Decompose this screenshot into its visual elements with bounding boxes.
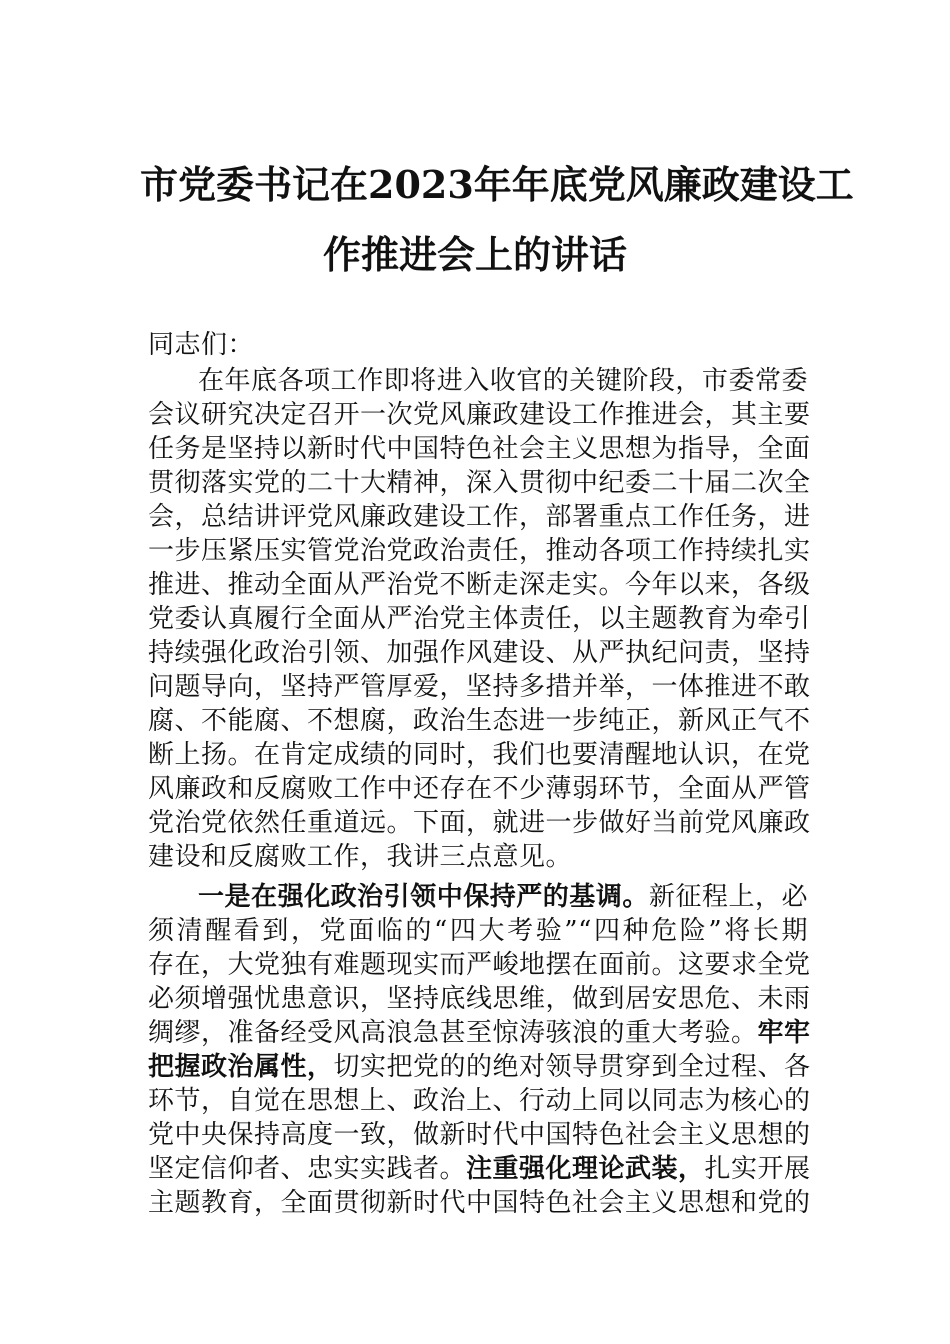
paragraph-line: 贯彻落实党的二十大精神，深入贯彻中纪委二十届二次全	[148, 468, 811, 498]
paragraph-line: 风廉政和反腐败工作中还存在不少薄弱环节，全面从严管	[148, 774, 811, 804]
paragraph-line: 一步压紧压实管党治党政治责任，推动各项工作持续扎实	[148, 536, 811, 566]
document-title-line-1: 市党委书记在2023年年底党风廉政建设工	[140, 162, 854, 207]
paragraph-line: 在年底各项工作即将进入收官的关键阶段，市委常委	[198, 366, 808, 396]
salutation: 同志们：	[148, 330, 255, 360]
paragraph-line: 存在，大党独有难题现实而严峻地摆在面前。这要求全党	[148, 950, 811, 980]
paragraph-line: 坚定信仰者、忠实实践者。注重强化理论武装，扎实开展	[148, 1154, 811, 1184]
paragraph-line: 必须增强忧患意识，坚持底线思维，做到居安思危、未雨	[148, 984, 811, 1014]
bold-phrase: 注重强化理论武装，	[466, 1154, 705, 1184]
paragraph-line: 绸缪，准备经受风高浪急甚至惊涛骇浪的重大考验。牢牢	[148, 1018, 811, 1048]
paragraph-line: 建设和反腐败工作，我讲三点意见。	[148, 842, 573, 872]
bold-phrase: 牢牢	[757, 1018, 811, 1048]
paragraph-line: 把握政治属性，切实把党的的绝对领导贯穿到全过程、各	[148, 1052, 811, 1082]
section-heading-1: 一是在强化政治引领中保持严的基调。	[198, 882, 649, 912]
bold-phrase: 把握政治属性，	[148, 1052, 334, 1082]
paragraph-line: 一是在强化政治引领中保持严的基调。新征程上，必	[198, 882, 808, 912]
paragraph-line: 断上扬。在肯定成绩的同时，我们也要清醒地认识，在党	[148, 740, 811, 770]
paragraph-line: 党治党依然任重道远。下面，就进一步做好当前党风廉政	[148, 808, 811, 838]
paragraph-line: 腐、不能腐、不想腐，政治生态进一步纯正，新风正气不	[148, 706, 811, 736]
paragraph-line: 问题导向，坚持严管厚爱，坚持多措并举，一体推进不敢	[148, 672, 811, 702]
document-title-line-2: 作推进会上的讲话	[322, 232, 627, 277]
paragraph-line: 会，总结讲评党风廉政建设工作，部署重点工作任务，进	[148, 502, 811, 532]
paragraph-line: 持续强化政治引领、加强作风建设、从严执纪问责，坚持	[148, 638, 811, 668]
paragraph-line: 环节，自觉在思想上、政治上、行动上同以同志为核心的	[148, 1086, 811, 1116]
paragraph-line: 党委认真履行全面从严治党主体责任，以主题教育为牵引	[148, 604, 811, 634]
paragraph-line: 任务是坚持以新时代中国特色社会主义思想为指导，全面	[148, 434, 811, 464]
paragraph-line: 会议研究决定召开一次党风廉政建设工作推进会，其主要	[148, 400, 811, 430]
paragraph-line: 推进、推动全面从严治党不断走深走实。今年以来，各级	[148, 570, 811, 600]
paragraph-line: 党中央保持高度一致，做新时代中国特色社会主义思想的	[148, 1120, 811, 1150]
paragraph-line: 须清醒看到，党面临的“四大考验”“四种危险”将长期	[148, 916, 808, 946]
paragraph-line: 主题教育，全面贯彻新时代中国特色社会主义思想和党的	[148, 1188, 811, 1218]
